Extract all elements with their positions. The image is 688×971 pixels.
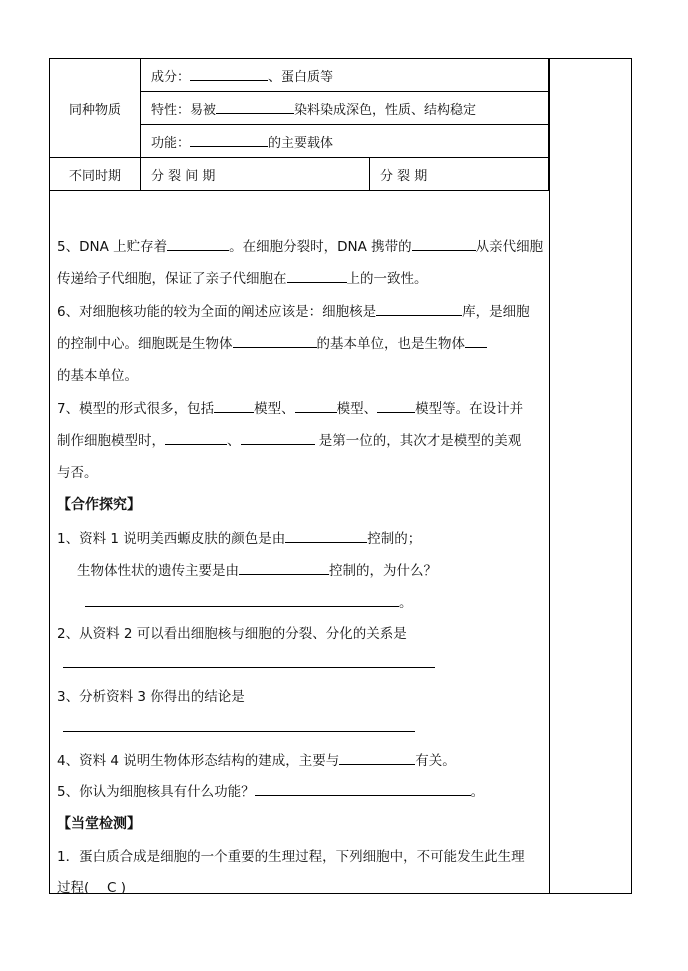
cell-function	[141, 125, 549, 158]
coop-item1c	[85, 591, 413, 611]
coop3-answer-line[interactable]	[63, 730, 415, 732]
coop1-blank[interactable]	[285, 529, 367, 543]
coop1-text-2: 控制的；	[367, 531, 422, 547]
q7-text-6: 、	[227, 433, 241, 449]
test-q1-line2: 过程( C )	[57, 880, 127, 896]
q6-blank-1[interactable]	[376, 302, 462, 316]
coop1b-text-2: 控制的，为什么？	[329, 563, 437, 579]
q6-text-2: 库，是细胞	[462, 304, 530, 320]
cell-interphase: 分 裂 间 期	[141, 158, 370, 191]
q5-blank-1[interactable]	[167, 237, 229, 251]
q6-line3: 的基本单位。	[57, 368, 138, 384]
right-column-divider	[549, 58, 550, 894]
q5-text-2: 。在细胞分裂时，DNA 携带的	[229, 239, 412, 255]
cell-division-phase: 分 裂 期	[370, 158, 549, 191]
property-prefix: 特性：易被	[151, 102, 217, 118]
q6-text-4: 的基本单位，也是生物体	[316, 336, 465, 352]
q5-text-5: 上的一致性。	[346, 271, 428, 287]
q5-blank-2[interactable]	[412, 237, 476, 251]
coop-item2: 2、从资料 2 可以看出细胞核与细胞的分裂、分化的关系是	[57, 626, 407, 642]
q7-line1	[57, 397, 523, 417]
coop-item3: 3、分析资料 3 你得出的结论是	[57, 689, 245, 705]
coop4-text-2: 有关。	[415, 753, 456, 769]
q7-text-5: 制作细胞模型时，	[57, 433, 165, 449]
coop-item4	[57, 749, 456, 769]
q7-blank-4[interactable]	[165, 431, 227, 445]
q5-line2	[57, 267, 428, 287]
q7-text-3: 模型、	[336, 401, 378, 417]
coop5-blank[interactable]	[255, 782, 471, 796]
q7-text-7: 是第一位的，其次才是模型的美观	[318, 433, 522, 449]
in-class-test-heading: 【当堂检测】	[57, 816, 141, 832]
coop2-answer-line[interactable]	[63, 666, 435, 668]
coop1-text-1: 1、资料 1 说明美西螈皮肤的颜色是由	[57, 531, 286, 547]
coop4-blank[interactable]	[339, 751, 415, 765]
coop-item1	[57, 527, 421, 547]
property-suffix: 染料染成深色，性质、结构稳定	[294, 102, 477, 118]
q7-blank-3[interactable]	[377, 399, 415, 413]
function-blank[interactable]	[190, 133, 268, 147]
q7-line2	[57, 429, 521, 449]
coop5-text-1: 5、你认为细胞核具有什么功能？	[57, 784, 255, 800]
coop-item5	[57, 780, 484, 800]
cooperative-inquiry-heading: 【合作探究】	[57, 497, 141, 513]
q5-blank-3[interactable]	[287, 269, 347, 283]
q7-blank-1[interactable]	[214, 399, 254, 413]
cell-composition	[141, 59, 549, 92]
q7-text-1: 7、模型的形式很多，包括	[57, 401, 215, 417]
q6-line2	[57, 332, 487, 352]
q6-line1	[57, 300, 530, 320]
coop-item1b	[77, 559, 437, 579]
composition-blank[interactable]	[190, 67, 268, 81]
chromatin-table	[49, 58, 549, 191]
function-prefix: 功能：	[151, 135, 191, 151]
q7-text-4: 模型等。在设计并	[415, 401, 524, 417]
function-suffix: 的主要载体	[268, 135, 334, 151]
q6-text-1: 6、对细胞核功能的较为全面的阐述应该是：细胞核是	[57, 304, 377, 320]
property-blank[interactable]	[216, 100, 294, 114]
q5-line1	[57, 235, 543, 255]
q7-text-2: 模型、	[254, 401, 295, 417]
q6-blank-3[interactable]	[465, 334, 487, 348]
composition-suffix: 、蛋白质等	[268, 69, 334, 85]
q5-text-3: 从亲代细胞	[475, 239, 544, 255]
q5-text-1: 5、DNA 上贮存着	[57, 239, 168, 255]
coop4-text-1: 4、资料 4 说明生物体形态结构的建成，主要与	[57, 753, 340, 769]
row-label-same-substance: 同种物质	[50, 59, 141, 158]
q7-blank-2[interactable]	[295, 399, 337, 413]
coop1c-answer-line[interactable]	[85, 593, 399, 607]
test-q1-line1: 1．蛋白质合成是细胞的一个重要的生理过程，下列细胞中，不可能发生此生理	[57, 849, 525, 865]
row-label-different-periods: 不同时期	[50, 158, 141, 191]
q6-text-3: 的控制中心。细胞既是生物体	[57, 336, 233, 352]
q6-blank-2[interactable]	[233, 334, 317, 348]
q7-blank-5[interactable]	[241, 431, 315, 445]
cell-property	[141, 92, 549, 125]
q5-text-4: 传递给子代细胞，保证了亲子代细胞在	[57, 271, 287, 287]
composition-prefix: 成分：	[151, 69, 191, 85]
coop5-text-2: 。	[470, 784, 485, 800]
coop1b-blank[interactable]	[239, 561, 329, 575]
q7-line3: 与否。	[57, 465, 98, 481]
coop1b-text-1: 生物体性状的遗传主要是由	[77, 563, 239, 579]
coop1c-period: 。	[399, 595, 413, 611]
